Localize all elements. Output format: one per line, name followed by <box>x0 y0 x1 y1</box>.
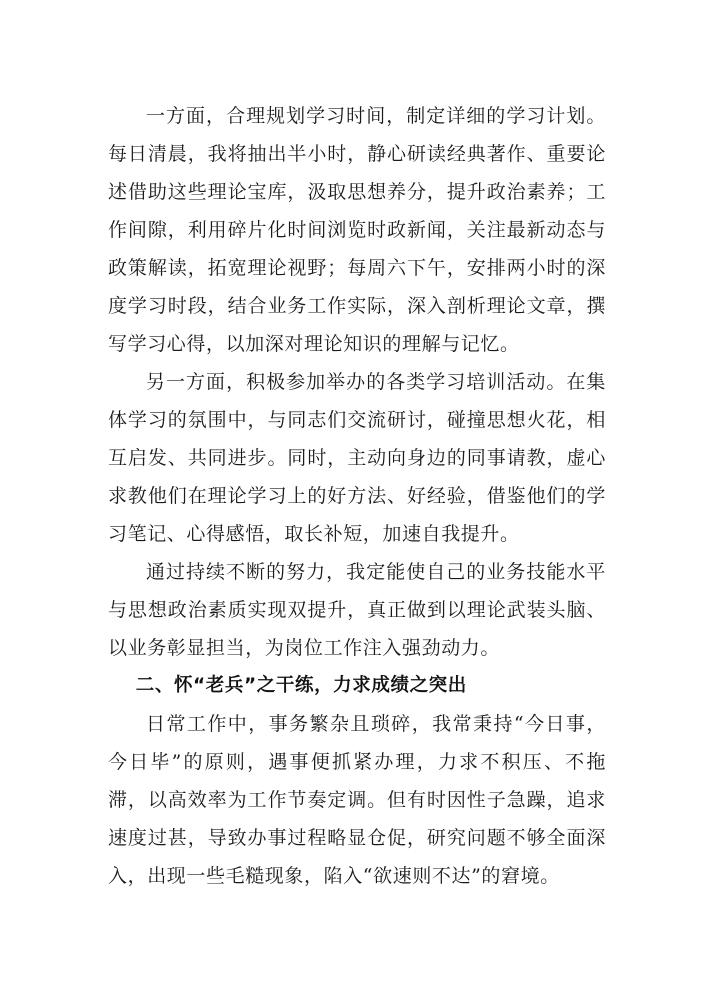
paragraph-effort: 通过持续不断的努力，我定能使自己的业务技能水平与思想政治素质实现双提升，真正做到以理论武装头脑、以业务彰显担当，为岗位工作注入强劲动力。 <box>108 561 606 659</box>
section-heading: 二、怀“老兵”之干练，力求成绩之突出 <box>135 675 467 696</box>
document-page <box>108 97 606 895</box>
paragraph-daily-work: 日常工作中，事务繁杂且琐碎，我常秉持“今日事，今日毕”的原则，遇事便抓紧办理，力求不积压、不拖滞，以高效率为工作节奏定调。但有时因性子急躁，追求速度过甚，导致办事过程略显仓促，研究问题不够全面深入，出现一些毛糙现象，陷入“欲速则不达”的窘境。 <box>108 713 606 887</box>
paragraph-study-plan: 一方面，合理规划学习时间，制定详细的学习计划。每日清晨，我将抽出半小时，静心研读经典著作、重要论述借助这些理论宝库，汲取思想养分，提升政治素养；工作间隙，利用碎片化时间浏览时政新闻，关注最新动态与政策解读，拓宽理论视野；每周六下午，安排两小时的深度学习时段，结合业务工作实际，深入剖析理论文章，撰写学习心得，以加深对理论知识的理解与记忆。 <box>108 105 606 355</box>
paragraph-training: 另一方面，积极参加举办的各类学习培训活动。在集体学习的氛围中，与同志们交流研讨，碰撞思想火花，相互启发、共同进步。同时，主动向身边的同事请教，虚心求教他们在理论学习上的好方法、好经验，借鉴他们的学习笔记、心得感悟，取长补短，加速自我提升。 <box>108 371 606 545</box>
